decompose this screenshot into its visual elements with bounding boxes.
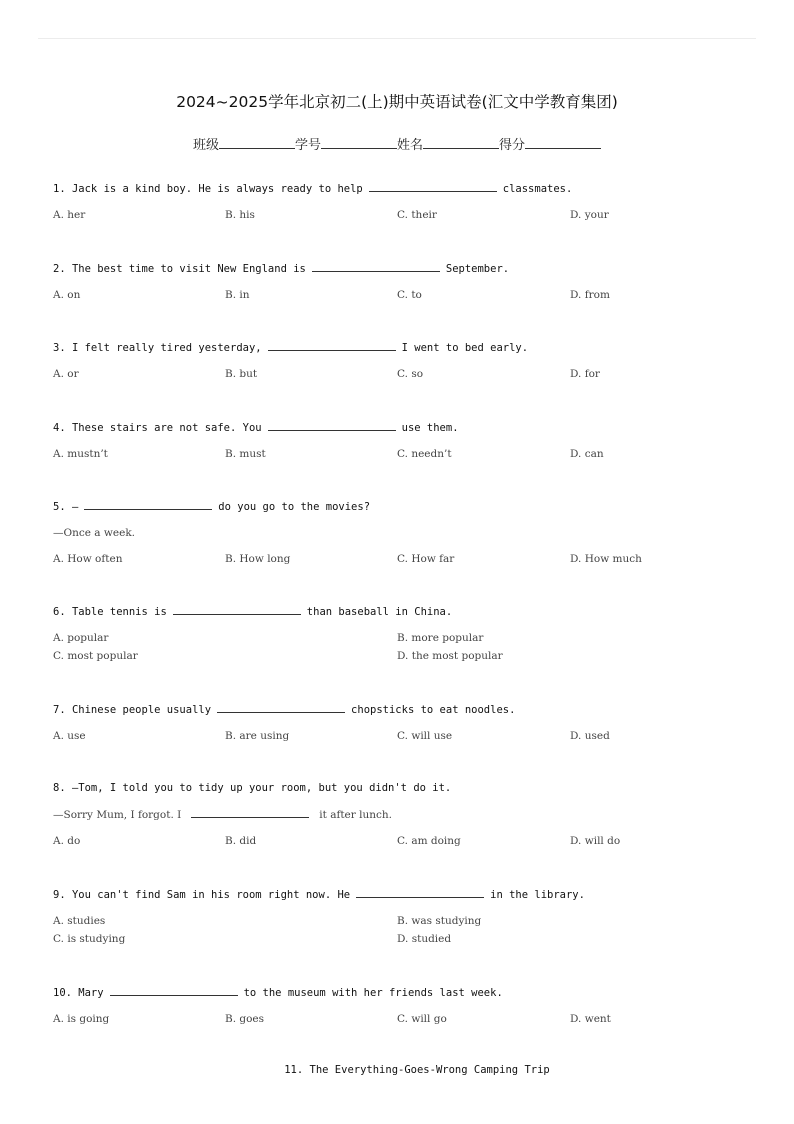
answer-blank[interactable] xyxy=(369,181,497,192)
option-c[interactable]: C. most popular xyxy=(53,650,138,662)
options-row xyxy=(53,729,753,743)
option-d[interactable]: D. for xyxy=(570,368,600,380)
option-a[interactable]: A. use xyxy=(53,730,86,742)
top-divider xyxy=(38,38,756,39)
answer-blank[interactable] xyxy=(268,420,396,431)
question-1 xyxy=(53,181,753,222)
question-6 xyxy=(53,604,753,663)
answer-blank[interactable] xyxy=(84,499,212,510)
name-label: 姓名 xyxy=(397,138,424,153)
class-blank[interactable] xyxy=(219,136,295,149)
dialogue-reply: —Sorry Mum, I forgot. I it after lunch. xyxy=(53,809,392,821)
options-row xyxy=(53,552,753,566)
question-stem: 4. These stairs are not safe. You use them. xyxy=(53,422,459,434)
question-5 xyxy=(53,499,753,566)
option-a[interactable]: A. is going xyxy=(53,1013,110,1025)
options-row xyxy=(53,367,753,381)
question-stem: 6. Table tennis is than baseball in China. xyxy=(53,606,453,618)
option-c[interactable]: C. will use xyxy=(397,730,453,742)
passage-title: 11. The Everything-Goes-Wrong Camping Trip xyxy=(284,1064,550,1076)
option-a[interactable]: A. on xyxy=(53,289,81,301)
score-label: 得分 xyxy=(499,138,526,153)
option-b[interactable]: B. in xyxy=(225,289,250,301)
option-b[interactable]: B. was studying xyxy=(397,915,482,927)
question-3 xyxy=(53,340,753,381)
class-field[interactable] xyxy=(193,134,295,153)
options-row xyxy=(53,1012,753,1026)
question-10 xyxy=(53,985,753,1026)
answer-blank[interactable] xyxy=(312,261,440,272)
option-a[interactable]: A. do xyxy=(53,835,81,847)
option-b[interactable]: B. must xyxy=(225,448,266,460)
question-stem: 1. Jack is a kind boy. He is always ready to help classmates. xyxy=(53,183,573,195)
question-stem: 7. Chinese people usually chopsticks to eat noodles. xyxy=(53,704,516,716)
option-b[interactable]: B. How long xyxy=(225,553,291,565)
option-d[interactable]: D. can xyxy=(570,448,604,460)
score-blank[interactable] xyxy=(525,136,601,149)
option-d[interactable]: D. went xyxy=(570,1013,611,1025)
option-a[interactable]: A. mustn’t xyxy=(53,448,108,460)
option-a[interactable]: A. popular xyxy=(53,632,109,644)
options-grid xyxy=(53,631,753,663)
option-a[interactable]: A. studies xyxy=(53,915,106,927)
dialogue-reply: —Once a week. xyxy=(53,527,136,539)
option-c[interactable]: C. needn’t xyxy=(397,448,452,460)
option-d[interactable]: D. How much xyxy=(570,553,642,565)
option-c[interactable]: C. will go xyxy=(397,1013,447,1025)
option-c[interactable]: C. to xyxy=(397,289,422,301)
score-field[interactable] xyxy=(499,134,601,153)
answer-blank[interactable] xyxy=(173,604,301,615)
answer-blank[interactable] xyxy=(191,807,309,818)
option-d[interactable]: D. from xyxy=(570,289,610,301)
answer-blank[interactable] xyxy=(110,985,238,996)
question-4 xyxy=(53,420,753,461)
option-c[interactable]: C. so xyxy=(397,368,424,380)
option-d[interactable]: D. your xyxy=(570,209,609,221)
options-row xyxy=(53,288,753,302)
option-c[interactable]: C. How far xyxy=(397,553,455,565)
student-id-label: 学号 xyxy=(294,138,321,153)
option-b[interactable]: B. but xyxy=(225,368,258,380)
answer-blank[interactable] xyxy=(268,340,396,351)
question-stem: 8. —Tom, I told you to tidy up your room, but you didn't do it. xyxy=(53,782,452,794)
question-stem: 3. I felt really tired yesterday, I went to bed early. xyxy=(53,342,529,354)
option-a[interactable]: A. How often xyxy=(53,553,123,565)
question-8 xyxy=(53,781,753,848)
options-row xyxy=(53,447,753,461)
student-id-field[interactable] xyxy=(295,134,397,153)
class-label: 班级 xyxy=(192,138,219,153)
name-blank[interactable] xyxy=(423,136,499,149)
option-c[interactable]: C. am doing xyxy=(397,835,461,847)
option-d[interactable]: D. the most popular xyxy=(397,650,503,662)
option-b[interactable]: B. his xyxy=(225,209,255,221)
option-d[interactable]: D. used xyxy=(570,730,610,742)
question-2 xyxy=(53,261,753,302)
question-stem: 5. — do you go to the movies? xyxy=(53,501,371,513)
student-id-blank[interactable] xyxy=(321,136,397,149)
answer-blank[interactable] xyxy=(217,702,345,713)
question-9 xyxy=(53,887,753,946)
student-info-line xyxy=(0,134,794,153)
question-stem: 2. The best time to visit New England is September. xyxy=(53,263,510,275)
option-b[interactable]: B. more popular xyxy=(397,632,484,644)
exam-title: 2024~2025学年北京初二(上)期中英语试卷(汇文中学教育集团) xyxy=(176,93,618,111)
question-stem: 10. Mary to the museum with her friends last week. xyxy=(53,987,503,999)
options-grid xyxy=(53,914,753,946)
option-a[interactable]: A. or xyxy=(53,368,79,380)
name-field[interactable] xyxy=(397,134,499,153)
option-d[interactable]: D. will do xyxy=(570,835,621,847)
option-c[interactable]: C. their xyxy=(397,209,437,221)
option-a[interactable]: A. her xyxy=(53,209,86,221)
options-row xyxy=(53,208,753,222)
option-b[interactable]: B. goes xyxy=(225,1013,265,1025)
answer-blank[interactable] xyxy=(356,887,484,898)
option-c[interactable]: C. is studying xyxy=(53,933,126,945)
question-stem: 9. You can't find Sam in his room right now. He in the library. xyxy=(53,889,585,901)
option-b[interactable]: B. are using xyxy=(225,730,290,742)
option-d[interactable]: D. studied xyxy=(397,933,452,945)
question-7 xyxy=(53,702,753,743)
options-row xyxy=(53,834,753,848)
option-b[interactable]: B. did xyxy=(225,835,257,847)
